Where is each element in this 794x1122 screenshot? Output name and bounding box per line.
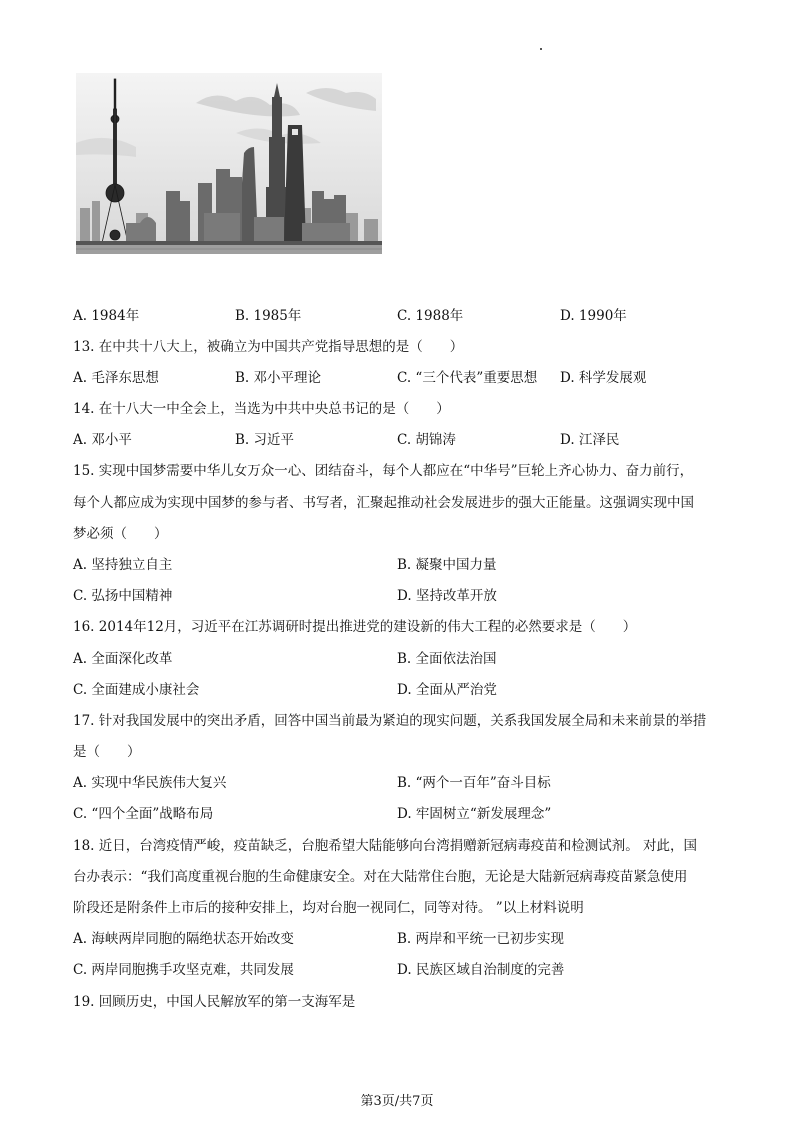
q15-option-d: D. 坚持改革开放: [397, 588, 497, 604]
q14-option-c: C. 胡锦涛: [397, 432, 456, 448]
q18-option-a: A. 海峡两岸同胞的隔绝状态开始改变: [73, 931, 294, 947]
q18-option-b: B. 两岸和平统一已初步实现: [397, 931, 565, 947]
q17-stem-line-2: 是（ ）: [73, 744, 141, 760]
q16-option-c: C. 全面建成小康社会: [73, 682, 200, 698]
q15-stem-line-3: 梦必须（ ）: [73, 526, 168, 542]
q14-option-b: B. 习近平: [235, 432, 295, 448]
shanghai-skyline-image: [76, 73, 382, 254]
q18-stem-line-2: 台办表示：“我们高度重视台胞的生命健康安全。对在大陆常住台胞，无论是大陆新冠病毒疫苗紧急使用: [73, 869, 688, 885]
q18-option-c: C. 两岸同胞携手攻坚克难，共同发展: [73, 962, 294, 978]
page-number: 第3页/共7页: [360, 1094, 434, 1109]
q15-option-b: B. 凝聚中国力量: [397, 557, 497, 573]
q13-option-b: B. 邓小平理论: [235, 370, 322, 386]
q13-stem: 13. 在中共十八大上，被确立为中国共产党指导思想的是（ ）: [73, 339, 464, 355]
q14-option-a: A. 邓小平: [73, 432, 132, 448]
q16-option-b: B. 全面依法治国: [397, 651, 497, 667]
q15-stem-line-2: 每个人都应成为实现中国梦的参与者、书写者，汇聚起推动社会发展进步的强大正能量。这强调实现中国: [73, 495, 694, 511]
q18-stem-line-1: 18. 近日，台湾疫情严峻，疫苗缺乏，台胞希望大陆能够向台湾捐赠新冠病毒疫苗和检测试剂。 对此，国: [73, 838, 698, 854]
q15-stem-line-1: 15. 实现中国梦需要中华儿女万众一心、团结奋斗，每个人都应在“中华号”巨轮上齐心协力、奋力前行，: [73, 463, 694, 479]
q17-option-c: C. “四个全面”战略布局: [73, 806, 214, 822]
q12-option-a: A. 1984年: [73, 308, 140, 324]
q13-option-c: C. “三个代表”重要思想: [397, 370, 538, 386]
q16-option-a: A. 全面深化改革: [73, 651, 173, 667]
q14-stem: 14. 在十八大一中全会上，当选为中共中央总书记的是（ ）: [73, 401, 450, 417]
q12-option-c: C. 1988年: [397, 308, 464, 324]
q14-option-d: D. 江泽民: [560, 432, 620, 448]
q12-option-b: B. 1985年: [235, 308, 302, 324]
q17-option-b: B. “两个一百年”奋斗目标: [397, 775, 551, 791]
q16-stem: 16. 2014年12月，习近平在江苏调研时提出推进党的建设新的伟大工程的必然要求是（ ）: [73, 619, 637, 635]
q17-stem-line-1: 17. 针对我国发展中的突出矛盾，回答中国当前最为紧迫的现实问题，关系我国发展全局和未来前景的举措: [73, 713, 707, 729]
q19-stem: 19. 回顾历史，中国人民解放军的第一支海军是: [73, 994, 356, 1010]
q17-option-d: D. 牢固树立“新发展理念”: [397, 806, 552, 822]
q18-option-d: D. 民族区域自治制度的完善: [397, 962, 565, 978]
q15-option-a: A. 坚持独立自主: [73, 557, 173, 573]
scan-speck: [540, 48, 542, 50]
q12-option-d: D. 1990年: [560, 308, 627, 324]
q13-option-d: D. 科学发展观: [560, 370, 647, 386]
q15-option-c: C. 弘扬中国精神: [73, 588, 173, 604]
q13-option-a: A. 毛泽东思想: [73, 370, 159, 386]
q17-option-a: A. 实现中华民族伟大复兴: [73, 775, 227, 791]
q18-stem-line-3: 阶段还是附条件上市后的接种安排上，均对台胞一视同仁，同等对待。 ”以上材料说明: [73, 900, 584, 916]
q16-option-d: D. 全面从严治党: [397, 682, 497, 698]
